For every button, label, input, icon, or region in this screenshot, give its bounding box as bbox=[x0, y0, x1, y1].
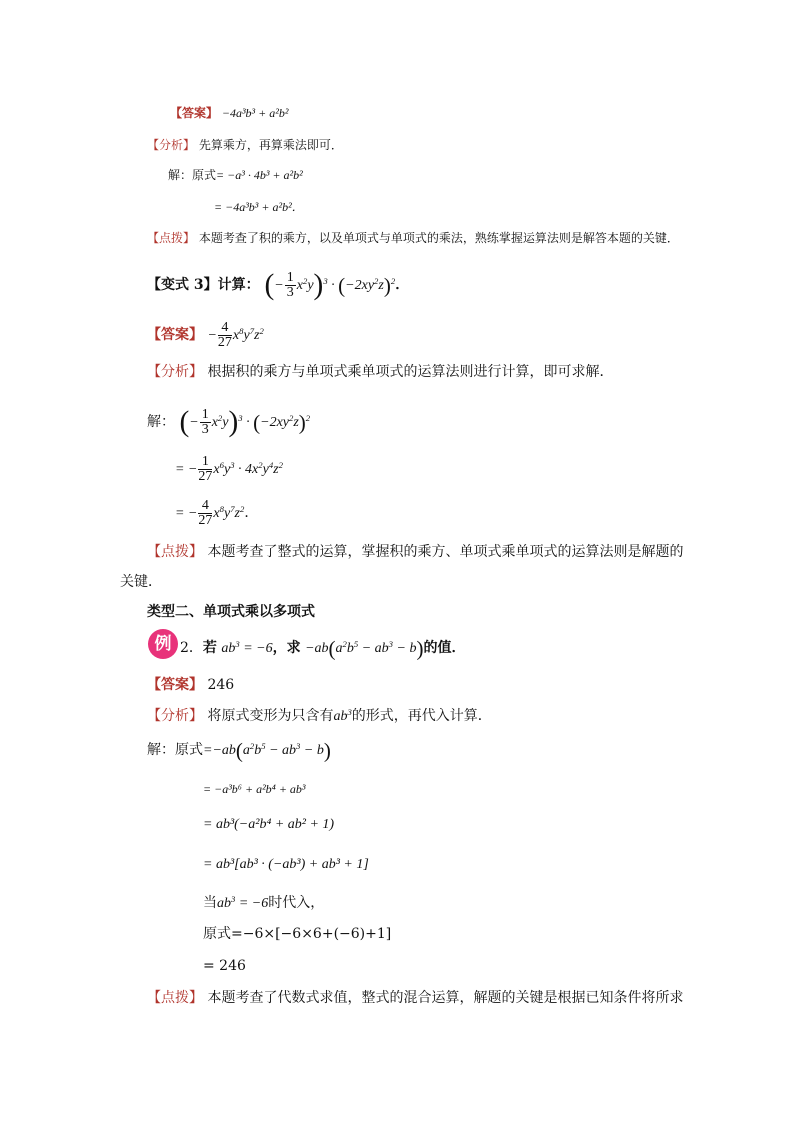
answer-label: 【答案】 bbox=[147, 677, 203, 693]
fraction-denominator: 3 bbox=[201, 422, 209, 438]
find-word: ，求 bbox=[272, 640, 301, 656]
example-number: 2． bbox=[180, 640, 203, 656]
comment-label: 【点拨】 bbox=[147, 990, 203, 1006]
comment-text: 本题考查了整式的运算，掌握积的乘方、单项式乘单项式的运算法则是解题的 bbox=[207, 544, 684, 560]
comment-text: 本题考查了代数式求值，整式的混合运算，解题的关键是根据已知条件将所求 bbox=[207, 990, 684, 1006]
example-badge-icon: 例 bbox=[148, 629, 178, 659]
solution-step: = −a³ · 4b³ + a²b² bbox=[216, 168, 303, 182]
solution-step: = −a³b⁶ + a²b⁴ + ab³ bbox=[203, 782, 306, 796]
answer-value: 246 bbox=[207, 677, 235, 693]
solution-line-1 bbox=[168, 166, 303, 184]
solution-step-6 bbox=[203, 812, 334, 836]
comment-line-1 bbox=[147, 229, 679, 247]
solution-step-2 bbox=[214, 198, 304, 216]
if-word: 若 bbox=[202, 640, 217, 656]
analysis-expression: $ab^3$ bbox=[333, 707, 352, 724]
fraction-numerator: 4 bbox=[218, 321, 232, 337]
variant-expression: (− $\frac{1}{3}$ $x^2y)^3 \cdot (-2xy^2z)^2$ bbox=[264, 269, 396, 302]
variant3-question: 【变式 3】计算： (− $\frac{1}{3}$ $x^2y)^3 \cdot (-2xy^2z)^2$． bbox=[147, 269, 410, 302]
analysis-label: 【分析】 bbox=[147, 138, 196, 152]
solution-step: = −4a³b³ + a²b²． bbox=[214, 200, 304, 214]
comment-text: 关键． bbox=[120, 574, 162, 590]
answer-value: − $\frac{4}{27}$ $x^8y^7z^2$ bbox=[207, 319, 264, 351]
section-heading: 类型二、单项式乘以多项式 bbox=[147, 604, 315, 620]
substituted-expression: 原式=−6×[−6×6+(−6)+1] bbox=[203, 926, 392, 942]
comment-text: 本题考查了积的乘方，以及单项式与单项式的乘法，熟练掌握运算法则是解答本题的关键． bbox=[198, 231, 679, 245]
solution-step: = ab³[ab³ · (−ab³) + ab³ + 1] bbox=[203, 857, 369, 872]
solution-step: = ab³(−a²b⁴ + ab² + 1) bbox=[203, 817, 335, 832]
example2-question bbox=[180, 636, 465, 660]
value-of-word: 的值． bbox=[423, 640, 466, 656]
condition-expression: $ab^3 = -6$ bbox=[221, 639, 273, 656]
answer-line-1 bbox=[170, 104, 288, 122]
solution-step-5 bbox=[203, 780, 306, 798]
solution-label: 解： bbox=[147, 414, 175, 430]
solution-step-3 bbox=[175, 451, 283, 487]
target-expression: $-ab(a^2b^5 - ab^3 - b)$ bbox=[305, 636, 424, 661]
answer-label: 【答案】 bbox=[170, 106, 219, 120]
yuanshi-label: 原式 bbox=[175, 742, 203, 758]
answer-value: −4a³b³ + a²b² bbox=[221, 106, 289, 120]
fraction-numerator: 1 bbox=[201, 406, 209, 422]
solution-step: = − $\frac{4}{27}$ $x^8y^7z^2$ bbox=[175, 497, 245, 529]
answer-label: 【答案】 bbox=[147, 327, 203, 343]
analysis-line-1 bbox=[147, 136, 343, 154]
solution-expression: $=-ab(a^2b^5 - ab^3 - b)$ bbox=[203, 738, 331, 763]
answer-line-2 bbox=[147, 317, 264, 353]
solution-step: = − $\frac{1}{27}$ $x^6y^3 \cdot 4x^2y^4z^2$ bbox=[175, 453, 283, 485]
solution-step-7 bbox=[203, 852, 369, 876]
comment-label: 【点拨】 bbox=[147, 231, 196, 245]
analysis-line-2 bbox=[147, 362, 613, 382]
substitute-line bbox=[203, 893, 324, 914]
comment-label: 【点拨】 bbox=[147, 544, 203, 560]
fraction-denominator: 27 bbox=[217, 335, 232, 351]
condition-expression: $ab^3 = -6$ bbox=[217, 894, 269, 911]
fraction-numerator: 1 bbox=[198, 455, 212, 471]
solution-line-2 bbox=[147, 402, 310, 442]
answer-line-3 bbox=[147, 675, 234, 695]
fraction-denominator: 27 bbox=[198, 513, 213, 529]
yuanshi-label: 原式 bbox=[192, 168, 217, 182]
analysis-text-a: 将原式变形为只含有 bbox=[207, 708, 334, 724]
fraction-numerator: 1 bbox=[286, 269, 294, 285]
analysis-text-b: 的形式，再代入计算． bbox=[351, 708, 492, 724]
comment-line-2 bbox=[147, 542, 683, 562]
analysis-text: 先算乘方，再算乘法即可． bbox=[198, 138, 343, 152]
analysis-line-3 bbox=[147, 706, 492, 727]
analysis-label: 【分析】 bbox=[147, 708, 203, 724]
solution-step-4: = − $\frac{4}{27}$ $x^8y^7z^2$． bbox=[175, 497, 259, 529]
solution-label: 解： bbox=[147, 742, 175, 758]
substitute-word: 时代入， bbox=[268, 895, 325, 911]
fraction-numerator: 4 bbox=[198, 499, 212, 515]
analysis-text: 根据积的乘方与单项式乘单项式的运算法则进行计算，即可求解． bbox=[207, 364, 614, 380]
solution-line-3 bbox=[147, 738, 331, 762]
fraction-denominator: 27 bbox=[198, 469, 213, 485]
final-result: = 246 bbox=[203, 958, 246, 974]
fraction-denominator: 3 bbox=[286, 285, 294, 301]
comment-line-2-cont bbox=[120, 572, 162, 592]
solution-label: 解： bbox=[168, 168, 193, 182]
variant-label: 【变式 3】计算： bbox=[147, 277, 260, 293]
comment-line-3 bbox=[147, 988, 683, 1008]
analysis-label: 【分析】 bbox=[147, 364, 203, 380]
solution-expression: (− $\frac{1}{3}$ $x^2y)^3 \cdot (-2xy^2z)^2$ bbox=[179, 406, 311, 439]
when-word: 当 bbox=[203, 895, 217, 911]
